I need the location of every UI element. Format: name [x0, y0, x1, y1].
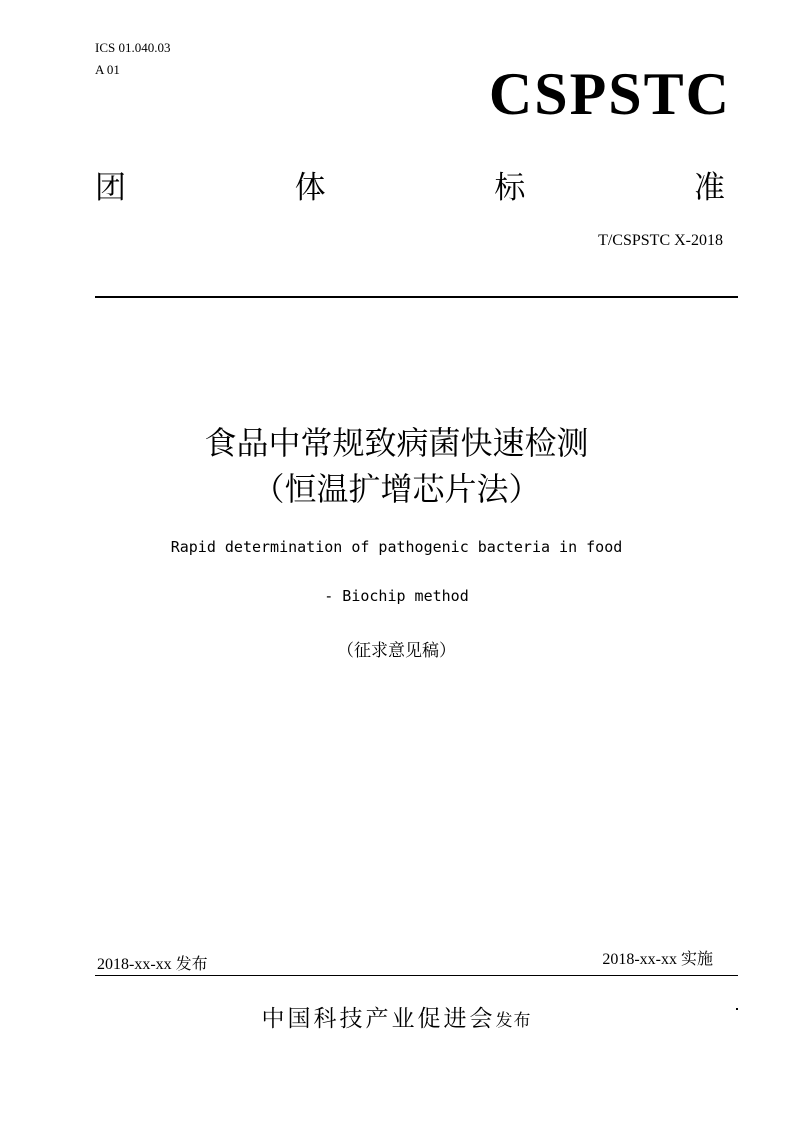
issue-date: 2018-xx-xx 发布	[97, 956, 208, 973]
standard-number: T/CSPSTC X-2018	[598, 232, 723, 249]
implementation-date: 2018-xx-xx 实施	[602, 951, 713, 968]
publisher-suffix: 发布	[495, 1011, 532, 1031]
standard-type-char-4: 准	[693, 170, 725, 206]
ccs-code: A 01	[95, 62, 120, 77]
english-title: Rapid determination of pathogenic bacteria in food	[170, 538, 623, 556]
standard-type-char-2: 体	[294, 170, 326, 206]
publisher-line	[0, 1004, 793, 1036]
publisher-name: 中国科技产业促进会	[261, 1006, 496, 1032]
chinese-title	[0, 420, 793, 512]
chinese-title-line-1: 食品中常规致病菌快速检测	[204, 424, 589, 462]
footer-divider	[95, 975, 738, 976]
standard-type-heading	[95, 170, 725, 206]
standard-type-char-3: 标	[494, 170, 526, 206]
english-subtitle: - Biochip method	[324, 587, 469, 605]
chinese-title-line-2: （恒温扩增芯片法）	[252, 470, 541, 508]
header-divider	[95, 296, 738, 298]
standard-type-char-1: 团	[95, 170, 126, 206]
ics-code: ICS 01.040.03	[95, 40, 171, 55]
organization-logo-text: CSPSTC	[488, 61, 731, 127]
draft-status-note: （征求意见稿）	[337, 641, 456, 661]
stray-mark	[736, 1008, 738, 1010]
